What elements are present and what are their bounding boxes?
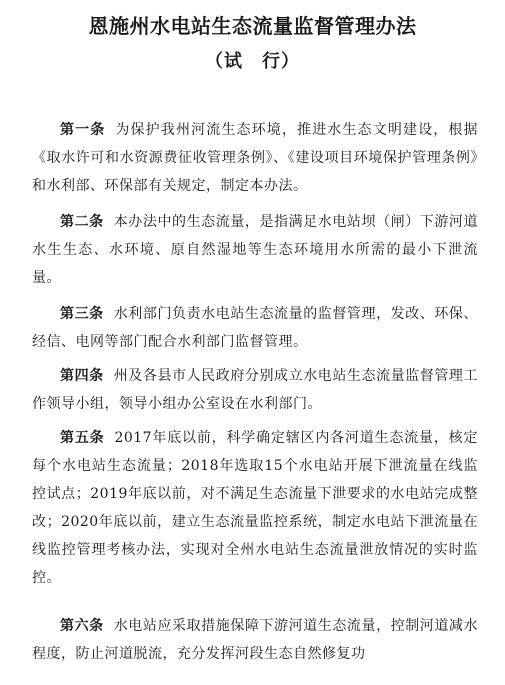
article-1 (32, 116, 478, 200)
article-5 (32, 424, 478, 592)
article-3 (32, 300, 478, 356)
article-1-text: 为保护我州河流生态环境，推进水生态文明建设，根据《取水许可和水资源费征收管理条例》、《建设项目环境保护管理条例》和水利部、环保部有关规定，制定本办法。 (32, 122, 479, 194)
article-4-number: 第四条 (60, 368, 104, 384)
article-5-text: 2017年底以前，科学确定辖区内各河道生态流量，核定每个水电站生态流量；2018年选取15个水电站开展下泄流量在线监控试点；2019年底以前，对不满足生态流量下泄要求的水电站完成整改；2020年底以前，建立生态流量监控系统，制定水电站下泄流量在线监控管理考核办法，实现对全州水电站生态流量泄放情况的实时监控。 (32, 430, 478, 586)
article-4 (32, 362, 478, 418)
article-6-number: 第六条 (60, 618, 104, 634)
document-subtitle: （试 行） (205, 51, 300, 72)
article-3-number: 第三条 (60, 306, 104, 322)
article-6-text: 水电站应采取措施保障下游河道生态流量，控制河道减水程度，防止河道脱流，充分发挥河段生态自然修复功 (32, 618, 479, 662)
article-2-number: 第二条 (60, 214, 104, 230)
document-title: 恩施州水电站生态流量监督管理办法 (88, 14, 417, 38)
article-3-text: 水利部门负责水电站生态流量的监督管理，发改、环保、经信、电网等部门配合水利部门监督管理。 (32, 306, 479, 350)
article-5-number: 第五条 (60, 430, 105, 446)
article-2-text: 本办法中的生态流量，是指满足水电站坝（闸）下游河道水生生态、水环境、原自然湿地等生态环境用水所需的最小下泄流量。 (32, 214, 479, 286)
article-1-number: 第一条 (60, 122, 106, 138)
article-2 (32, 208, 478, 292)
article-4-text: 州及各县市人民政府分别成立水电站生态流量监督管理工作领导小组，领导小组办公室设在水利部门。 (32, 368, 479, 412)
article-6 (32, 612, 478, 668)
